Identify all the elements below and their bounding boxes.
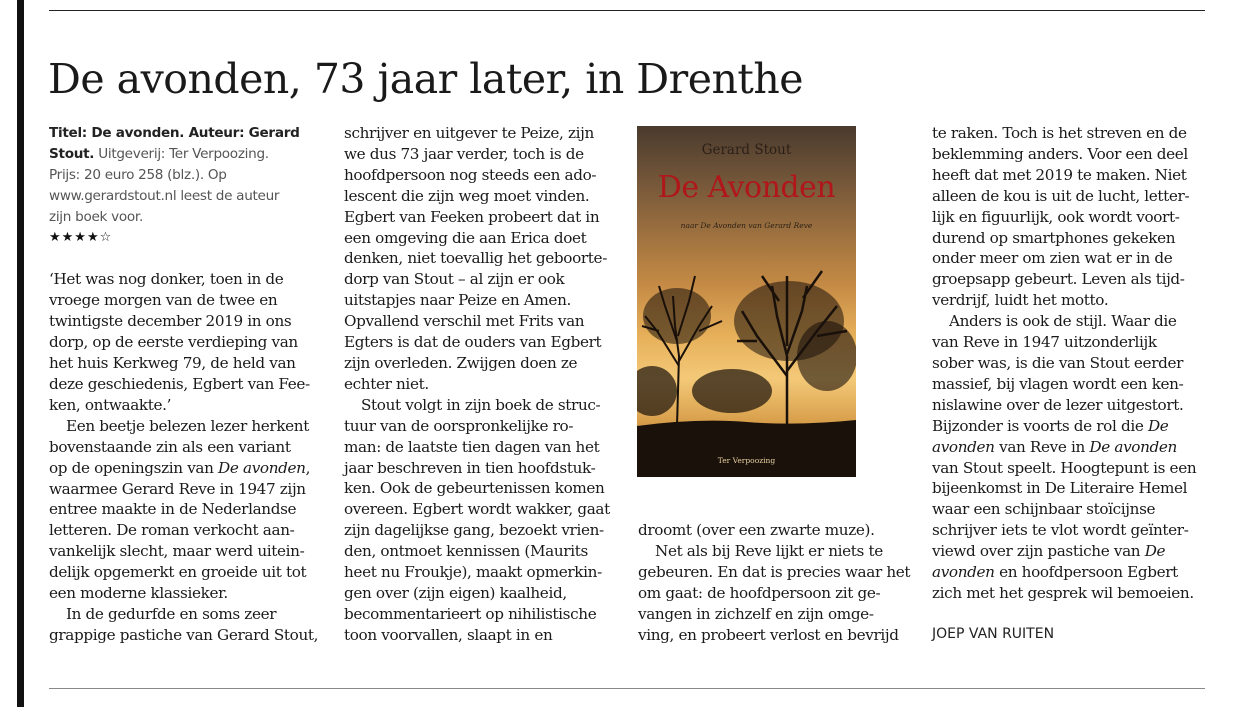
text-line: droomt (over een zwarte muze). [638,521,875,539]
text-line: alleen de kou is uit de lucht, letter- [932,186,1190,205]
text-run: viewd over zijn pastiche van [932,542,1145,561]
text-line: waarmee Gerard Reve in 1947 zijn [49,479,306,498]
text-line: gebeuren. En dat is precies waar het [638,562,911,581]
paragraph [344,395,626,646]
book-title-italic: De avonden [218,458,306,477]
book-info-publisher: Uitgeverij: Ter Verpoozing. [94,145,269,162]
text-line: entree maakte in de Nederlandse [49,500,297,519]
book-info-line: www.gerardstout.nl leest de auteur [49,187,280,204]
book-title-italic: De [1147,416,1169,435]
text-line: van Reve in 1947 uitzonderlijk [932,333,1157,352]
text-line: vroege morgen van de twee en [49,291,278,310]
text-line: tuur van de oorspronkelijke ro- [344,416,574,435]
text-line: om gaat: de hoofdpersoon zit ge- [638,583,881,602]
text-run: , [305,458,311,477]
text-run: en hoofdpersoon Egbert [994,563,1178,582]
author-byline: JOEP VAN RUITEN [932,625,1055,642]
star-rating: ★★★★☆ [49,229,113,245]
cover-title: De Avonden [657,170,836,205]
text-line: lescent die zijn weg moet vinden. [344,186,590,205]
text-line: vankelijk slecht, maar werd uitein- [49,542,305,561]
text-line: uitstapjes naar Peize en Amen. [344,291,571,310]
text-line: een omgeving die aan Erica doet [344,228,587,247]
text-line: ken. Ook de gebeurtenissen komen [344,479,605,498]
text-line: delijk opgemerkt en groeide uit tot [49,563,307,582]
cover-publisher: Ter Verpoozing [717,456,776,465]
text-line: deze geschiedenis, Egbert van Fee- [49,374,310,393]
bottom-rule [49,688,1205,689]
text-line: twintigste december 2019 in ons [49,312,292,331]
column-1 [49,123,331,646]
text-line: hoofdpersoon nog steeds een ado- [344,165,597,184]
book-info-line: zijn boek voor. [49,208,143,225]
text-line: Egters is dat de ouders van Egbert [344,333,602,352]
text-run: van Reve in [994,437,1090,456]
text-line: toon voorvallen, slaapt in en [344,625,553,644]
text-line: durend op smartphones gekeken [932,228,1176,247]
text-run: op de openingszin van [49,458,219,477]
column-2 [344,123,626,646]
text-line: heeft dat met 2019 te maken. Niet [932,165,1187,184]
paragraph [49,269,331,415]
text-line: gen over (zijn eigen) kaalheid, [344,583,567,602]
article-headline: De avonden, 73 jaar later, in Drenthe [48,55,804,103]
text-line: den, ontmoet kennissen (Maurits [344,542,588,561]
book-info-author: Stout. [49,145,95,162]
text-line: overeen. Egbert wordt wakker, gaat [344,500,610,519]
text-run: Bijzonder is voorts de rol die [932,416,1148,435]
text-line: bovenstaande zin als een variant [49,437,291,456]
text-line: Opvallend verschil met Frits van [344,312,585,331]
book-info-line: Prijs: 20 euro 258 (blz.). Op [49,166,227,183]
top-rule [49,10,1205,11]
paragraph [49,604,331,646]
text-line: grappige pastiche van Gerard Stout, [49,625,319,644]
text-line: Anders is ook de stijl. Waar die [949,312,1177,331]
book-title-italic: De [1144,542,1166,561]
text-line: te raken. Toch is het streven en de [932,124,1187,142]
text-line: dorp, op de eerste verdieping van [49,333,298,352]
text-line: Net als bij Reve lijkt er niets te [655,541,883,560]
text-line: heet nu Froukje), maakt opmerkin- [344,563,602,582]
text-line: becommentarieert op nihilistische [344,604,597,623]
text-line: In de gedurfde en soms zeer [66,604,277,623]
paragraph [638,541,920,646]
text-line: nislawine over de lezer uitgestort. [932,395,1184,414]
column-3 [638,520,920,645]
column-4 [932,123,1214,645]
paragraph [638,520,920,541]
paragraph [932,123,1214,311]
text-line: schrijver en uitgever te Peize, zijn [344,124,594,142]
text-line: verdrijf, luidt het motto. [932,291,1109,310]
book-info [49,123,331,228]
text-line: letteren. De roman verkocht aan- [49,521,295,540]
text-line [932,541,1214,562]
book-info-line [49,144,331,165]
text-line: ving, en probeert verlost en bevrijd [638,625,899,644]
text-line: een moderne klassieker. [49,584,228,603]
text-line: waar een schijnbaar stoïcijnse [932,500,1156,519]
text-line: massief, bij vlagen wordt een ken- [932,374,1184,393]
text-line: groepsapp gebeurt. Leven als tijd- [932,270,1185,289]
text-line: ‘Het was nog donker, toen in de [49,270,284,289]
text-line: zijn dagelijkse gang, bezoekt vrien- [344,521,604,540]
text-line: we dus 73 jaar verder, toch is de [344,144,584,163]
text-line: denken, niet toevallig het geboorte- [344,249,607,268]
book-cover-image [637,126,856,477]
text-line: lijk en figuurlijk, ook wordt voort- [932,207,1180,226]
text-line: ken, ontwaakte.’ [49,395,172,414]
cover-subtitle: naar De Avonden van Gerard Reve [680,221,813,230]
left-margin-bar [17,0,24,707]
text-line: onder meer om zien wat er in de [932,249,1173,268]
text-line: man: de laatste tien dagen van het [344,437,600,456]
text-line [932,437,1214,458]
text-line [932,562,1214,583]
text-line: dorp van Stout – al zijn er ook [344,270,565,289]
text-line: het huis Kerkweg 79, de held van [49,354,296,373]
text-line: van Stout speelt. Hoogtepunt is een [932,458,1197,477]
book-title-italic: avonden [932,437,995,456]
text-line: Egbert van Feeken probeert dat in [344,207,600,226]
book-title-italic: De avonden [1089,437,1177,456]
paragraph [49,416,331,604]
text-line: bijeenkomst in De Literaire Hemel [932,479,1188,498]
text-line: Een beetje belezen lezer herkent [66,416,309,435]
text-line: schrijver iets te vlot wordt geïnter- [932,521,1189,540]
text-line: vangen in zichzelf en zijn omge- [638,604,874,623]
book-title-italic: avonden [932,563,995,582]
spacer [49,248,331,269]
text-line: Stout volgt in zijn boek de struc- [361,395,601,414]
text-line: zijn overleden. Zwijgen doen ze [344,353,578,372]
text-line: beklemming anders. Voor een deel [932,144,1188,163]
text-line [49,458,331,479]
text-line [932,416,1214,437]
text-line: zich met het gesprek wil bemoeien. [932,583,1194,602]
cover-author: Gerard Stout [701,142,792,158]
text-line: echter niet. [344,374,429,393]
text-line: sober was, is die van Stout eerder [932,353,1184,372]
paragraph [932,311,1214,604]
paragraph [344,123,626,395]
book-info-line: Titel: De avonden. Auteur: Gerard [49,125,300,141]
text-line: jaar beschreven in tien hoofdstuk- [344,458,596,477]
